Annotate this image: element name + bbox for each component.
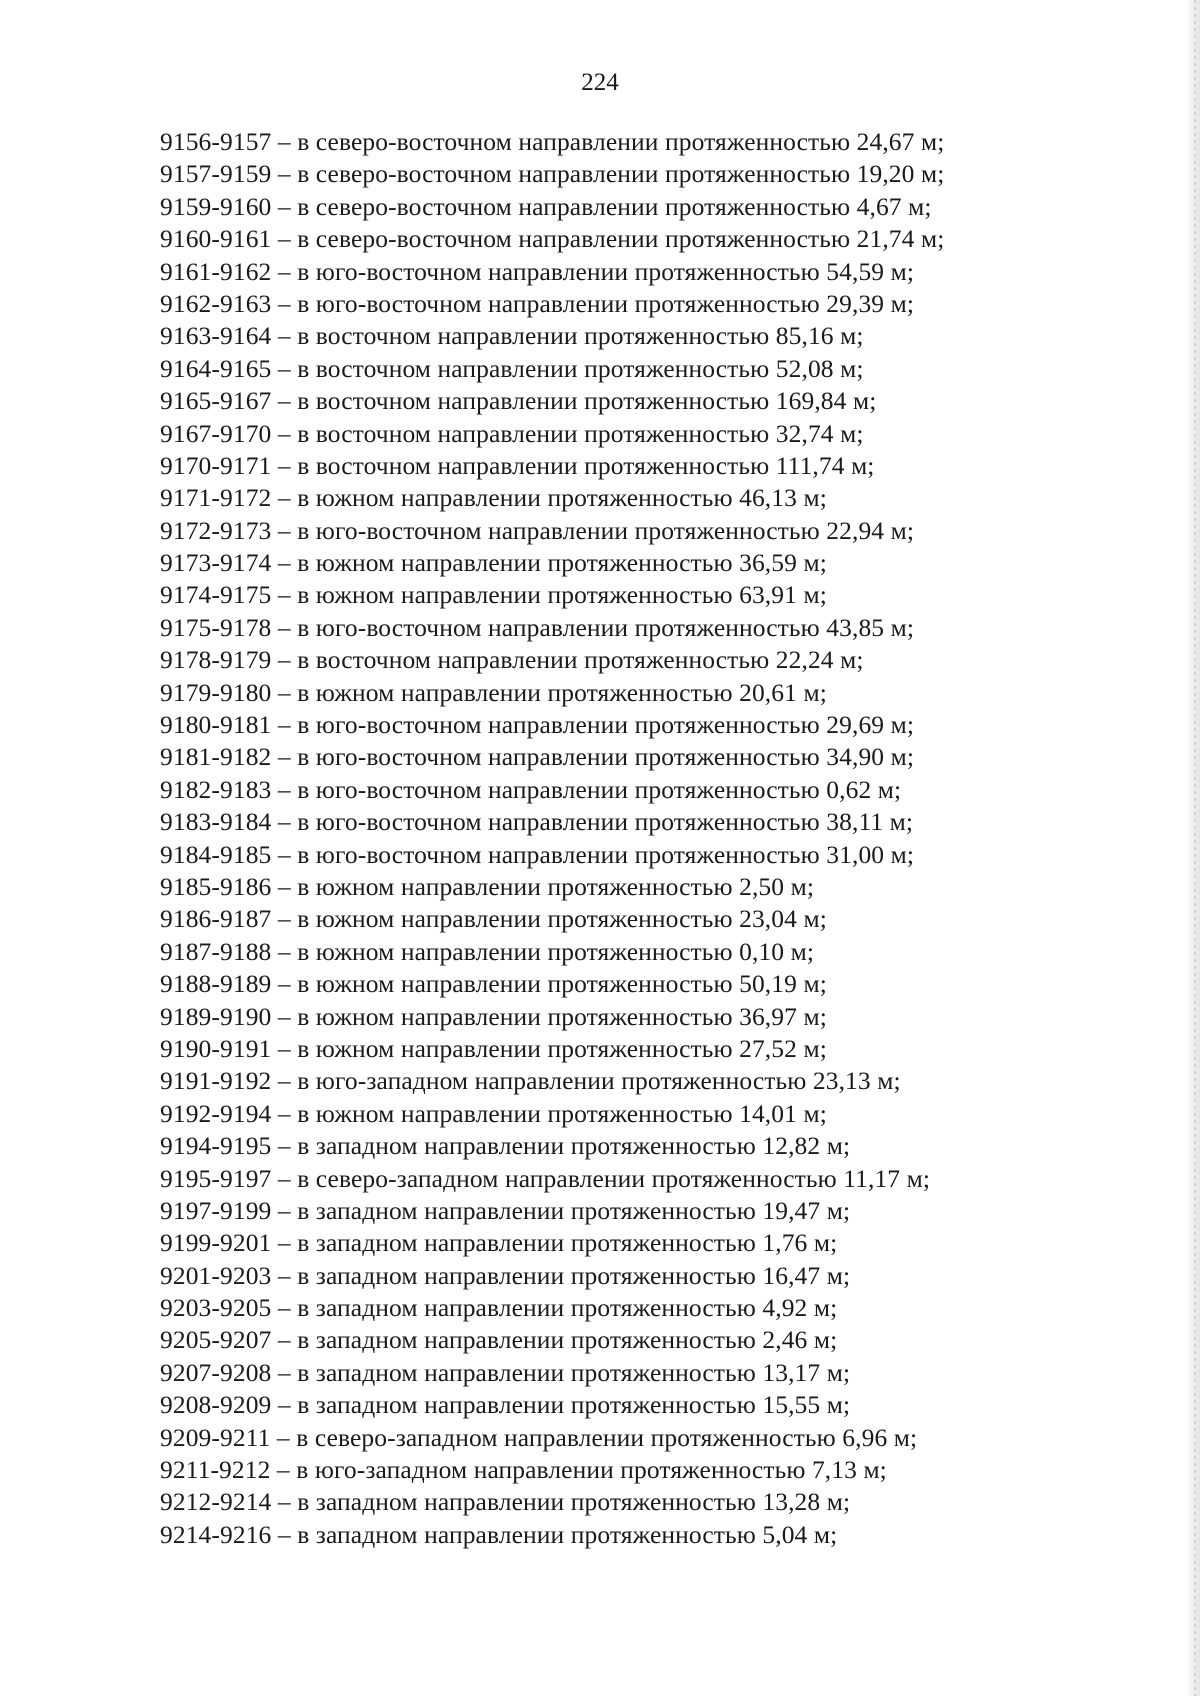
boundary-segment-line: 9208-9209 – в западном направлении протяженностью 15,55 м; [160,1390,851,1420]
boundary-segment-line: 9175-9178 – в юго-восточном направлении протяженностью 43,85 м; [160,612,915,642]
boundary-segment-line: 9170-9171 – в восточном направлении протяженностью 111,74 м; [160,450,875,480]
boundary-segment-line: 9185-9186 – в южном направлении протяженностью 2,50 м; [160,871,815,901]
boundary-segment-line: 9160-9161 – в северо-восточном направлении протяженностью 21,74 м; [160,224,945,254]
boundary-segment-line: 9214-9216 – в западном направлении протяженностью 5,04 м; [160,1519,838,1549]
boundary-segment-line: 9161-9162 – в юго-восточном направлении протяженностью 54,59 м; [160,256,915,286]
boundary-segment-list [160,126,1060,1551]
boundary-segment-line: 9184-9185 – в юго-восточном направлении протяженностью 31,00 м; [160,839,915,869]
boundary-segment-line: 9172-9173 – в юго-восточном направлении протяженностью 22,94 м; [160,515,915,545]
boundary-segment-line: 9207-9208 – в западном направлении протяженностью 13,17 м; [160,1357,851,1387]
boundary-segment-line: 9178-9179 – в восточном направлении протяженностью 22,24 м; [160,645,864,675]
boundary-segment-line: 9180-9181 – в юго-восточном направлении протяженностью 29,69 м; [160,710,915,740]
boundary-segment-line: 9197-9199 – в западном направлении протяженностью 19,47 м; [160,1195,851,1225]
boundary-segment-line: 9167-9170 – в восточном направлении протяженностью 32,74 м; [160,418,864,448]
boundary-segment-line: 9163-9164 – в восточном направлении протяженностью 85,16 м; [160,321,864,351]
scan-edge-line [1194,0,1196,1696]
boundary-segment-line: 9195-9197 – в северо-западном направлении протяженностью 11,17 м; [160,1163,931,1193]
boundary-segment-line: 9188-9189 – в южном направлении протяженностью 50,19 м; [160,969,827,999]
boundary-segment-line: 9179-9180 – в южном направлении протяженностью 20,61 м; [160,677,827,707]
boundary-segment-line: 9209-9211 – в северо-западном направлении протяженностью 6,96 м; [160,1422,918,1452]
boundary-segment-line: 9212-9214 – в западном направлении протяженностью 13,28 м; [160,1487,851,1517]
scan-edge-shadow [1186,0,1200,1696]
boundary-segment-line: 9189-9190 – в южном направлении протяженностью 36,97 м; [160,1001,827,1031]
boundary-segment-line: 9173-9174 – в южном направлении протяженностью 36,59 м; [160,548,827,578]
boundary-segment-line: 9164-9165 – в восточном направлении протяженностью 52,08 м; [160,353,864,383]
boundary-segment-line: 9194-9195 – в западном направлении протяженностью 12,82 м; [160,1131,851,1161]
boundary-segment-line: 9181-9182 – в юго-восточном направлении протяженностью 34,90 м; [160,742,915,772]
boundary-segment-line: 9203-9205 – в западном направлении протяженностью 4,92 м; [160,1293,838,1323]
boundary-segment-line: 9186-9187 – в южном направлении протяженностью 23,04 м; [160,904,827,934]
boundary-segment-line: 9159-9160 – в северо-восточном направлении протяженностью 4,67 м; [160,191,932,221]
boundary-segment-line: 9157-9159 – в северо-восточном направлении протяженностью 19,20 м; [160,159,945,189]
boundary-segment-line: 9165-9167 – в восточном направлении протяженностью 169,84 м; [160,386,877,416]
boundary-segment-line: 9201-9203 – в западном направлении протяженностью 16,47 м; [160,1260,851,1290]
page-number: 224 [581,69,619,96]
boundary-segment-line: 9156-9157 – в северо-восточном направлении протяженностью 24,67 м; [160,127,945,156]
boundary-segment-line: 9205-9207 – в западном направлении протяженностью 2,46 м; [160,1325,838,1355]
boundary-segment-line: 9211-9212 – в юго-западном направлении протяженностью 7,13 м; [160,1455,887,1485]
boundary-segment-line: 9182-9183 – в юго-восточном направлении протяженностью 0,62 м; [160,774,902,804]
boundary-segment-line: 9162-9163 – в юго-восточном направлении протяженностью 29,39 м; [160,288,915,318]
boundary-segment-line: 9183-9184 – в юго-восточном направлении протяженностью 38,11 м; [160,807,914,837]
boundary-segment-line: 9191-9192 – в юго-западном направлении протяженностью 23,13 м; [160,1066,901,1096]
boundary-segment-line: 9192-9194 – в южном направлении протяженностью 14,01 м; [160,1098,827,1128]
boundary-segment-line: 9171-9172 – в южном направлении протяженностью 46,13 м; [160,483,827,513]
boundary-segment-line: 9190-9191 – в южном направлении протяженностью 27,52 м; [160,1033,827,1063]
boundary-segment-line: 9199-9201 – в западном направлении протяженностью 1,76 м; [160,1228,838,1258]
boundary-segment-line: 9187-9188 – в южном направлении протяженностью 0,10 м; [160,936,815,966]
boundary-segment-line: 9174-9175 – в южном направлении протяженностью 63,91 м; [160,580,827,610]
